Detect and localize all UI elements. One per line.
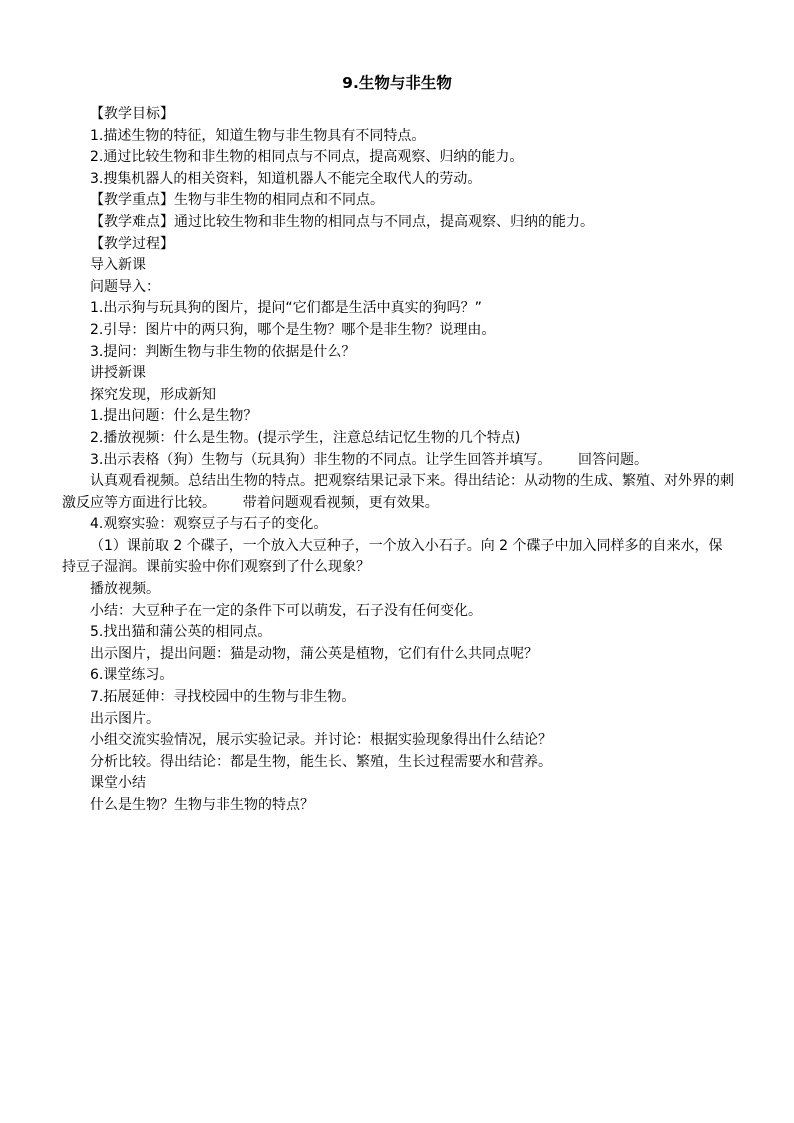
objective-item: 2.通过比较生物和非生物的相同点与不同点，提高观察、归纳的能力。 [90, 149, 524, 166]
paragraph: 6.课堂练习。 [90, 667, 174, 684]
subsection-heading: 讲授新课 [90, 365, 146, 382]
paragraph: 5.找出猫和蒲公英的相同点。 [90, 624, 272, 641]
difficult-points: 【教学难点】通过比较生物和非生物的相同点与不同点，提高观察、归纳的能力。 [90, 213, 594, 230]
section-heading-objectives: 【教学目标】 [90, 106, 174, 122]
document-title: 9.生物与非生物 [342, 74, 452, 92]
objective-item: 1.描述生物的特征，知道生物与非生物具有不同特点。 [90, 127, 426, 144]
paragraph: 什么是生物？生物与非生物的特点？ [90, 797, 314, 813]
objective-item: 3.搜集机器人的相关资料，知道机器人不能完全取代人的劳动。 [90, 170, 482, 187]
paragraph: 出示图片，提出问题：猫是动物，蒲公英是植物，它们有什么共同点呢？ [90, 645, 538, 662]
subsection-heading: 导入新课 [90, 257, 146, 274]
paragraph: 播放视频。 [90, 581, 160, 598]
paragraph: 分析比较。得出结论：都是生物，能生长、繁殖，生长过程需要水和营养。 [90, 753, 552, 770]
paragraph: 1.出示狗与玩具狗的图片，提问“它们都是生活中真实的狗吗？” [90, 300, 482, 317]
key-points: 【教学重点】生物与非生物的相同点和不同点。 [90, 192, 384, 209]
paragraph: （1）课前取 2 个碟子，一个放入大豆种子，一个放入小石子。向 2 个碟子中加入同样多的自来水，保持豆子湿润。课前实验中你们观察到了什么现象？ [62, 537, 723, 576]
paragraph: 2.播放视频：什么是生物。(提示学生，注意总结记忆生物的几个特点) [90, 429, 521, 446]
paragraph: 问题导入： [90, 278, 160, 295]
paragraph: 认真观看视频。总结出生物的特点。把观察结果记录下来。得出结论：从动物的生成、繁殖、对外界的刺激反应等方面进行比较。 带着问题观看视频，更有效果。 [62, 473, 734, 511]
paragraph: 小组交流实验情况，展示实验记录。并讨论：根据实验现象得出什么结论？ [90, 732, 552, 749]
paragraph: 4.观察实验：观察豆子与石子的变化。 [90, 516, 328, 533]
paragraph: 3.提问：判断生物与非生物的依据是什么？ [90, 343, 356, 360]
document-body [62, 104, 734, 817]
subsection-heading: 课堂小结 [90, 775, 146, 792]
paragraph: 2.引导：图片中的两只狗，哪个是生物？哪个是非生物？说理由。 [90, 321, 496, 338]
paragraph: 小结：大豆种子在一定的条件下可以萌发，石子没有任何变化。 [90, 602, 482, 619]
paragraph: 3.出示表格（狗）生物与（玩具狗）非生物的不同点。让学生回答并填写。 回答问题。 [90, 451, 649, 468]
paragraph: 7.拓展延伸：寻找校园中的生物与非生物。 [90, 689, 356, 706]
paragraph: 1.提出问题：什么是生物？ [90, 408, 258, 425]
paragraph: 探究发现，形成新知 [90, 386, 216, 403]
section-heading-process: 【教学过程】 [90, 235, 174, 252]
paragraph: 出示图片。 [90, 710, 160, 727]
